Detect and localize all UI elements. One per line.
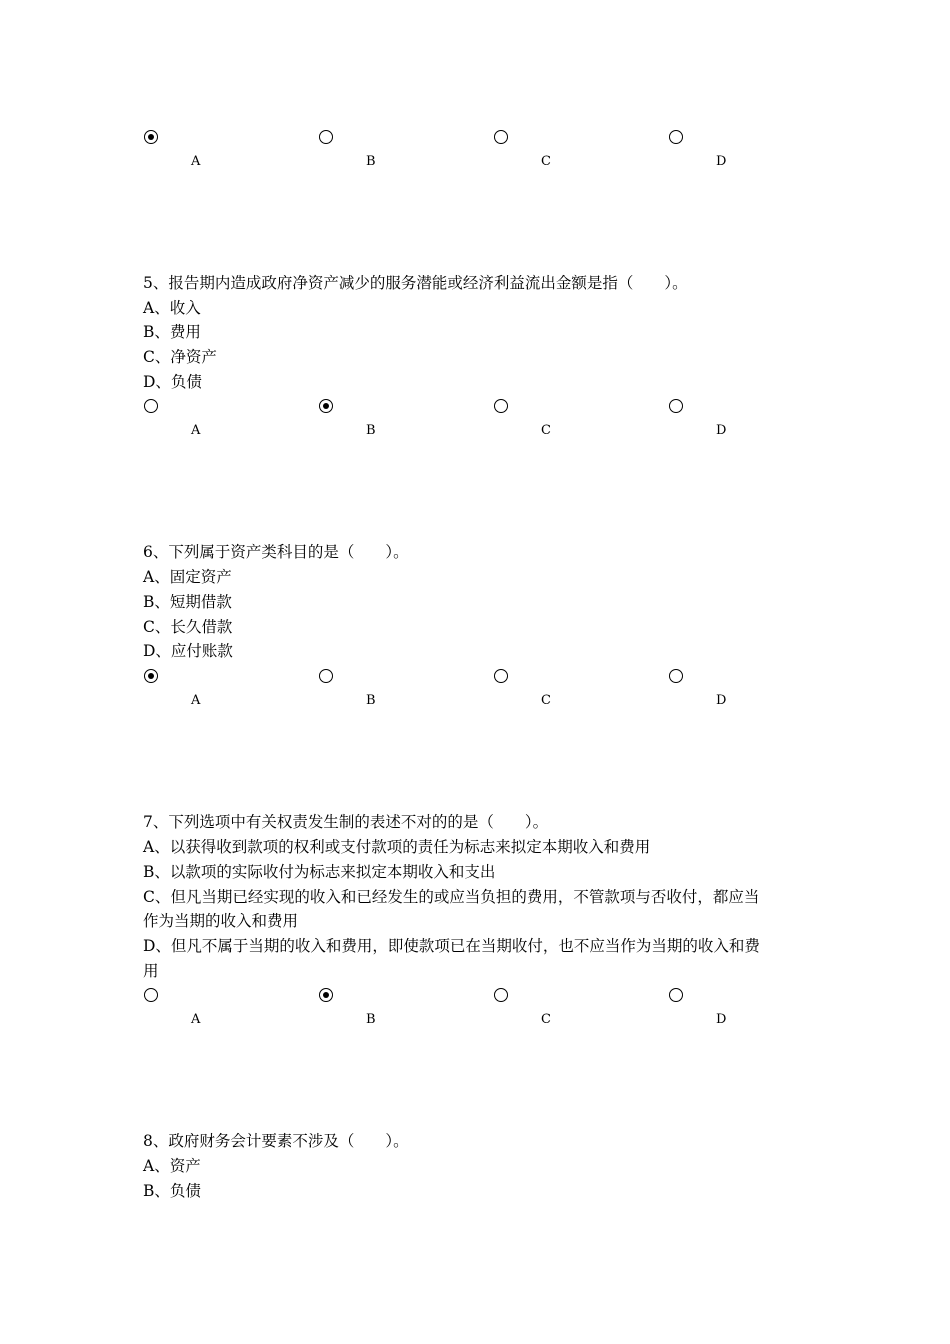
q6-radio-label-c: C <box>541 693 551 708</box>
q7-radio-label-a: A <box>191 1012 201 1027</box>
q4-radio-label-d: D <box>716 154 727 169</box>
q5-radio-b[interactable] <box>319 399 333 413</box>
q7-radio-label-b: B <box>366 1012 376 1027</box>
q5-option-d: D、负债 <box>143 373 202 391</box>
q5-option-c: C、净资产 <box>143 348 217 366</box>
q6-radio-label-a: A <box>191 693 201 708</box>
q5-option-a: A、收入 <box>143 299 201 317</box>
q5-radio-label-d: D <box>716 423 727 438</box>
q4-radio-label-b: B <box>366 154 376 169</box>
q5-radio-a[interactable] <box>144 399 158 413</box>
q7-option-b: B、以款项的实际收付为标志来拟定本期收入和支出 <box>143 863 496 881</box>
q5-radio-c[interactable] <box>494 399 508 413</box>
q6-option-d: D、应付账款 <box>143 642 233 660</box>
q7-option-d: D、但凡不属于当期的收入和费用，即使款项已在当期收付，也不应当作为当期的收入和费 <box>143 937 760 955</box>
radio-dot-icon <box>323 992 329 998</box>
q6-option-b: B、短期借款 <box>143 593 232 611</box>
q7-radio-label-c: C <box>541 1012 551 1027</box>
q4-radio-b[interactable] <box>319 130 333 144</box>
q8-option-a: A、资产 <box>143 1157 201 1175</box>
q7-radio-a[interactable] <box>144 988 158 1002</box>
q6-radio-label-d: D <box>716 693 727 708</box>
q5-question: 5、报告期内造成政府净资产减少的服务潜能或经济利益流出金额是指（ ）。 <box>143 274 688 292</box>
q4-radio-a[interactable] <box>144 130 158 144</box>
q6-radio-label-b: B <box>366 693 376 708</box>
radio-dot-icon <box>148 134 154 140</box>
q4-radio-d[interactable] <box>669 130 683 144</box>
q5-radio-label-b: B <box>366 423 376 438</box>
q7-radio-b[interactable] <box>319 988 333 1002</box>
q8-option-b: B、负债 <box>143 1182 201 1200</box>
q4-answer-row <box>143 130 743 190</box>
q4-radio-c[interactable] <box>494 130 508 144</box>
q7-answer-row <box>143 988 743 1048</box>
q6-radio-d[interactable] <box>669 669 683 683</box>
q5-radio-label-c: C <box>541 423 551 438</box>
q7-option-c: C、但凡当期已经实现的收入和已经发生的或应当负担的费用，不管款项与否收付，都应当 <box>143 888 760 906</box>
q7-option-c-continued: 作为当期的收入和费用 <box>143 912 299 930</box>
q5-answer-row <box>143 399 743 459</box>
q6-question: 6、下列属于资产类科目的是（ ）。 <box>143 543 409 561</box>
radio-dot-icon <box>323 403 329 409</box>
q7-option-a: A、以获得收到款项的权利或支付款项的责任为标志来拟定本期收入和费用 <box>143 838 651 856</box>
q5-radio-label-a: A <box>191 423 201 438</box>
q7-option-d-continued: 用 <box>143 962 159 980</box>
q5-option-b: B、费用 <box>143 323 201 341</box>
radio-dot-icon <box>148 673 154 679</box>
q7-radio-d[interactable] <box>669 988 683 1002</box>
q6-radio-c[interactable] <box>494 669 508 683</box>
q6-radio-b[interactable] <box>319 669 333 683</box>
q5-radio-d[interactable] <box>669 399 683 413</box>
q6-option-a: A、固定资产 <box>143 568 232 586</box>
q6-option-c: C、长久借款 <box>143 618 233 636</box>
q6-answer-row <box>143 669 743 729</box>
q7-radio-c[interactable] <box>494 988 508 1002</box>
q8-question: 8、政府财务会计要素不涉及（ ）。 <box>143 1132 409 1150</box>
q6-radio-a[interactable] <box>144 669 158 683</box>
q7-question: 7、下列选项中有关权责发生制的表述不对的的是（ ）。 <box>143 813 549 831</box>
q4-radio-label-c: C <box>541 154 551 169</box>
q4-radio-label-a: A <box>191 154 201 169</box>
q7-radio-label-d: D <box>716 1012 727 1027</box>
